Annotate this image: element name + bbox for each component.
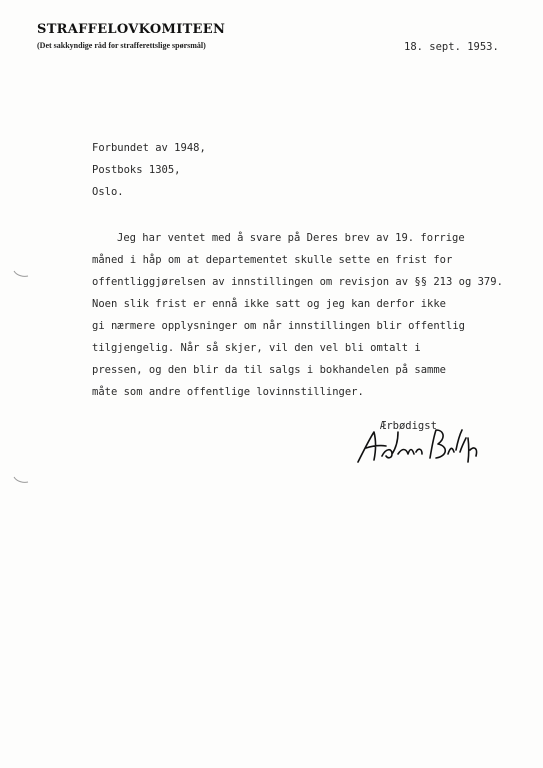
recipient-line: Postboks 1305, bbox=[92, 164, 181, 176]
body-line: gi nærmere opplysninger om når innstillingen blir offentlig bbox=[92, 320, 465, 332]
recipient-line: Oslo. bbox=[92, 186, 124, 198]
letterhead-title: STRAFFELOVKOMITEEN bbox=[37, 22, 226, 37]
letterhead-subtitle: (Det sakkyndige råd for strafferettslige spørsmål) bbox=[37, 41, 206, 50]
body-line: tilgjengelig. Når så skjer, vil den vel bli omtalt i bbox=[92, 342, 421, 354]
body-line: måned i håp om at departementet skulle sette en frist for bbox=[92, 254, 453, 266]
letter-date: 18. sept. 1953. bbox=[404, 41, 499, 53]
body-line: Jeg har ventet med å svare på Deres brev av 19. forrige bbox=[117, 232, 465, 244]
body-line: måte som andre offentlige lovinnstillinger. bbox=[92, 386, 364, 398]
body-line: offentliggjørelsen av innstillingen om revisjon av §§ 213 og 379. bbox=[92, 276, 503, 288]
body-line: Noen slik frist er ennå ikke satt og jeg kan derfor ikke bbox=[92, 298, 447, 310]
punch-hole-mark bbox=[12, 270, 30, 278]
recipient-line: Forbundet av 1948, bbox=[92, 142, 206, 154]
closing-phrase: Ærbødigst bbox=[380, 420, 437, 432]
punch-hole-mark bbox=[12, 476, 30, 484]
body-line: pressen, og den blir da til salgs i bokhandelen på samme bbox=[92, 364, 447, 376]
handwritten-signature bbox=[352, 418, 482, 468]
